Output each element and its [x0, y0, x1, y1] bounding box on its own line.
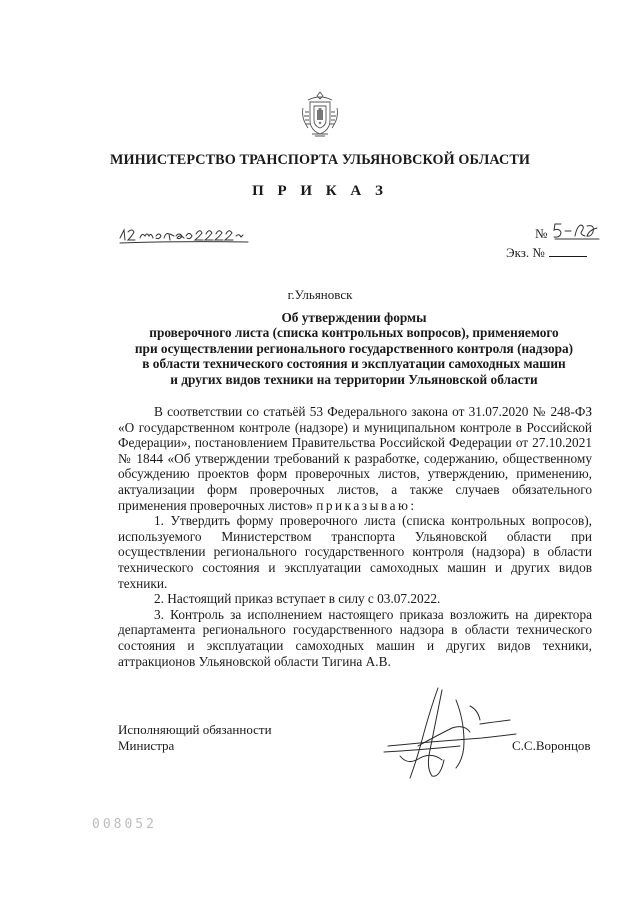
preamble-text: В соответствии со статьёй 53 Федерального закона от 31.07.2020 № 248-ФЗ «О государственном контроле (надзоре) и муниципальном контроле в Российской Федерации», постановлением Правительства Российской Федерации от 27.10.2021 № 1844 «Об утверждении требований к разработке, содержанию, общественному обсуждению проектов форм проверочных листов, утверждению, применению, актуализации форм проверочных листов, а также случаев обязательного применения проверочных листов»: [118, 404, 592, 513]
order-keyword: приказываю:: [316, 497, 417, 513]
ministry-title: МИНИСТЕРСТВО ТРАНСПОРТА УЛЬЯНОВСКОЙ ОБЛАСТИ: [109, 152, 531, 168]
city: г.Ульяновск: [287, 287, 353, 302]
subject-line: проверочного листа (списка контрольных вопросов), применяемого: [149, 325, 559, 341]
signatory-name: С.С.Воронцов: [512, 738, 591, 753]
clause-2: 2. Настоящий приказ вступает в силу с 03.07.2022.: [154, 591, 441, 607]
order-subject: [112, 310, 596, 387]
handwritten-number: [551, 220, 603, 242]
position-line: Исполняющий обязанности: [118, 722, 272, 737]
subject-line: и других видов техники на территории Ульяновской области: [170, 371, 538, 387]
clause-1: 1. Утвердить форму проверочного листа (списка контрольных вопросов), используемого Министерством транспорта Ульяновской области при осуществлении регионального государственного контроля (надзора) в области технического состояния и эксплуатации самоходных машин и других видов техники.: [118, 513, 592, 591]
subject-line: в области технического состояния и эксплуатации самоходных машин: [142, 356, 566, 372]
copy-number-blank: [549, 244, 587, 257]
position-line: Министра: [118, 737, 175, 753]
coat-of-arms-icon: [300, 90, 340, 138]
copy-number-label: Экз. №: [506, 245, 545, 260]
order-number: [535, 224, 605, 244]
clause-3: 3. Контроль за исполнением настоящего приказа возложить на директора департамента регионального государственного надзора в области технического состояния и эксплуатации самоходных машин и других видов техники, аттракционов Ульяновской области Тигина А.В.: [118, 606, 592, 669]
subject-line: Об утверждении формы: [281, 310, 427, 325]
number-label: №: [535, 226, 548, 241]
preamble-paragraph: [118, 404, 592, 513]
document-type-title: П Р И К А З: [252, 183, 388, 199]
handwritten-signature: [360, 680, 520, 790]
copy-number: [506, 244, 587, 261]
subject-line: при осуществлении регионального государственного контроля (надзора): [134, 340, 574, 356]
handwritten-date: [118, 224, 278, 246]
serial-number: 008052: [92, 817, 157, 832]
signatory-position: [118, 722, 272, 753]
order-body: [118, 404, 592, 669]
